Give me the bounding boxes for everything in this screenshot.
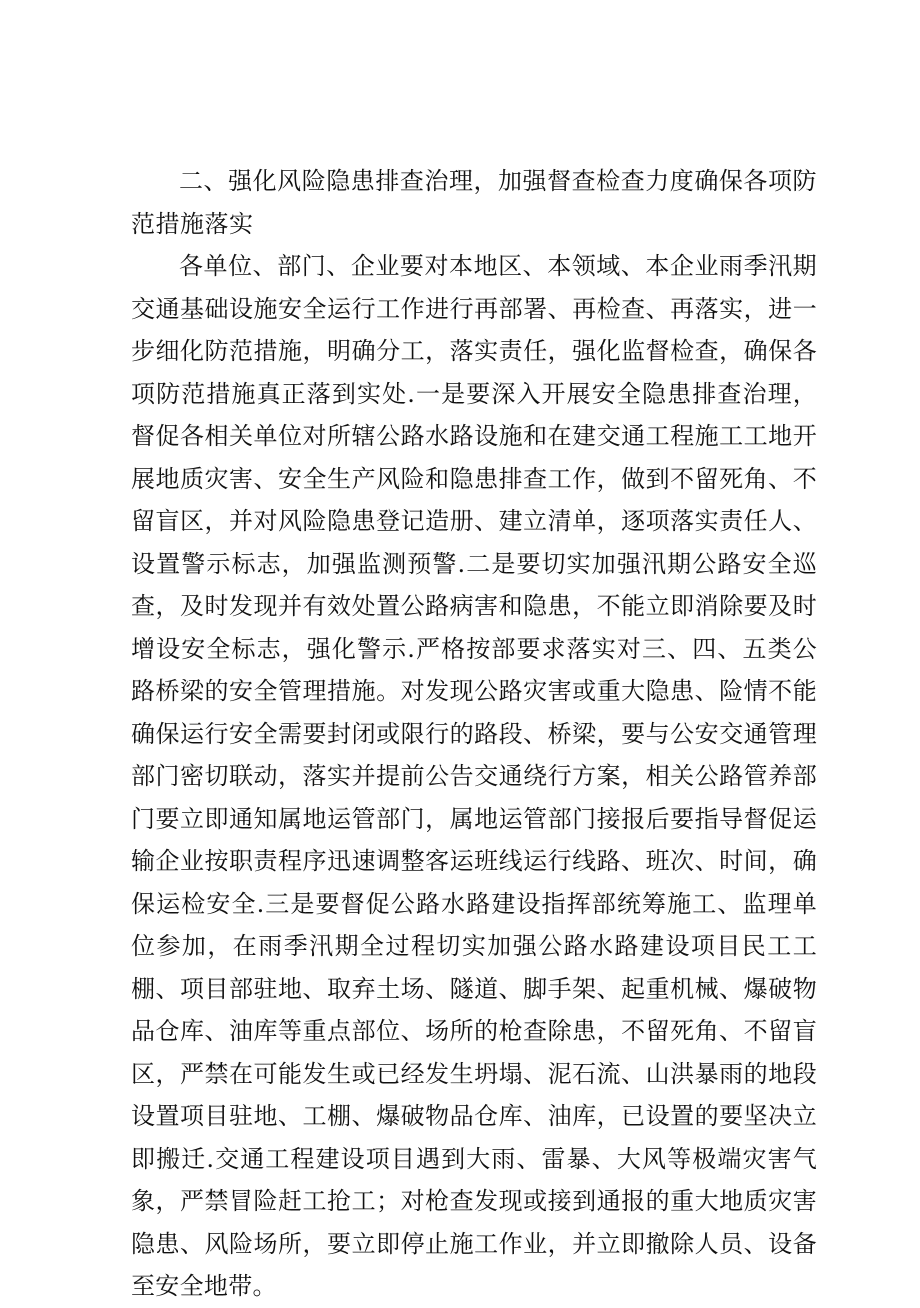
document-body [131, 160, 817, 1308]
section-heading: 二、强化风险隐患排查治理，加强督查检查力度确保各项防范措施落实 [131, 167, 817, 238]
body-paragraph: 各单位、部门、企业要对本地区、本领域、本企业雨季汛期交通基础设施安全运行工作进行再部署、再检查、再落实，进一步细化防范措施，明确分工，落实责任，强化监督检查，确保各项防范措施真正落到实处.一是要深入开展安全隐患排查治理，督促各相关单位对所辖公路水路设施和在建交通工程施工工地开展地质灾害、安全生产风险和隐患排查工作，做到不留死角、不留盲区，并对风险隐患登记造册、建立清单，逐项落实责任人、设置警示标志，加强监测预警.二是要切实加强汛期公路安全巡查，及时发现并有效处置公路病害和隐患，不能立即消除要及时增设安全标志，强化警示.严格按部要求落实对三、四、五类公路桥梁的安全管理措施。对发现公路灾害或重大隐患、险情不能确保运行安全需要封闭或限行的路段、桥梁，要与公安交通管理部门密切联动，落实并提前公告交通绕行方案，相关公路管养部门要立即通知属地运管部门，属地运管部门接报后要指导督促运输企业按职责程序迅速调整客运班线运行线路、班次、时间，确保运检安全.三是要督促公路水路建设指挥部统筹施工、监理单位参加，在雨季汛期全过程切实加强公路水路建设项目民工工棚、项目部驻地、取弃土场、隧道、脚手架、起重机械、爆破物品仓库、油库等重点部位、场所的枪查除患，不留死角、不留盲区，严禁在可能发生或已经发生坍塌、泥石流、山洪暴雨的地段设置项目驻地、工棚、爆破物品仓库、油库，已设置的要坚决立即搬迁.交通工程建设项目遇到大雨、雷暴、大风等极端灾害气象，严禁冒险赶工抢工；对枪查发现或接到通报的重大地质灾害隐患、风险场所，要立即停止施工作业，并立即撤除人员、设备至安全地带。 [131, 252, 817, 1300]
